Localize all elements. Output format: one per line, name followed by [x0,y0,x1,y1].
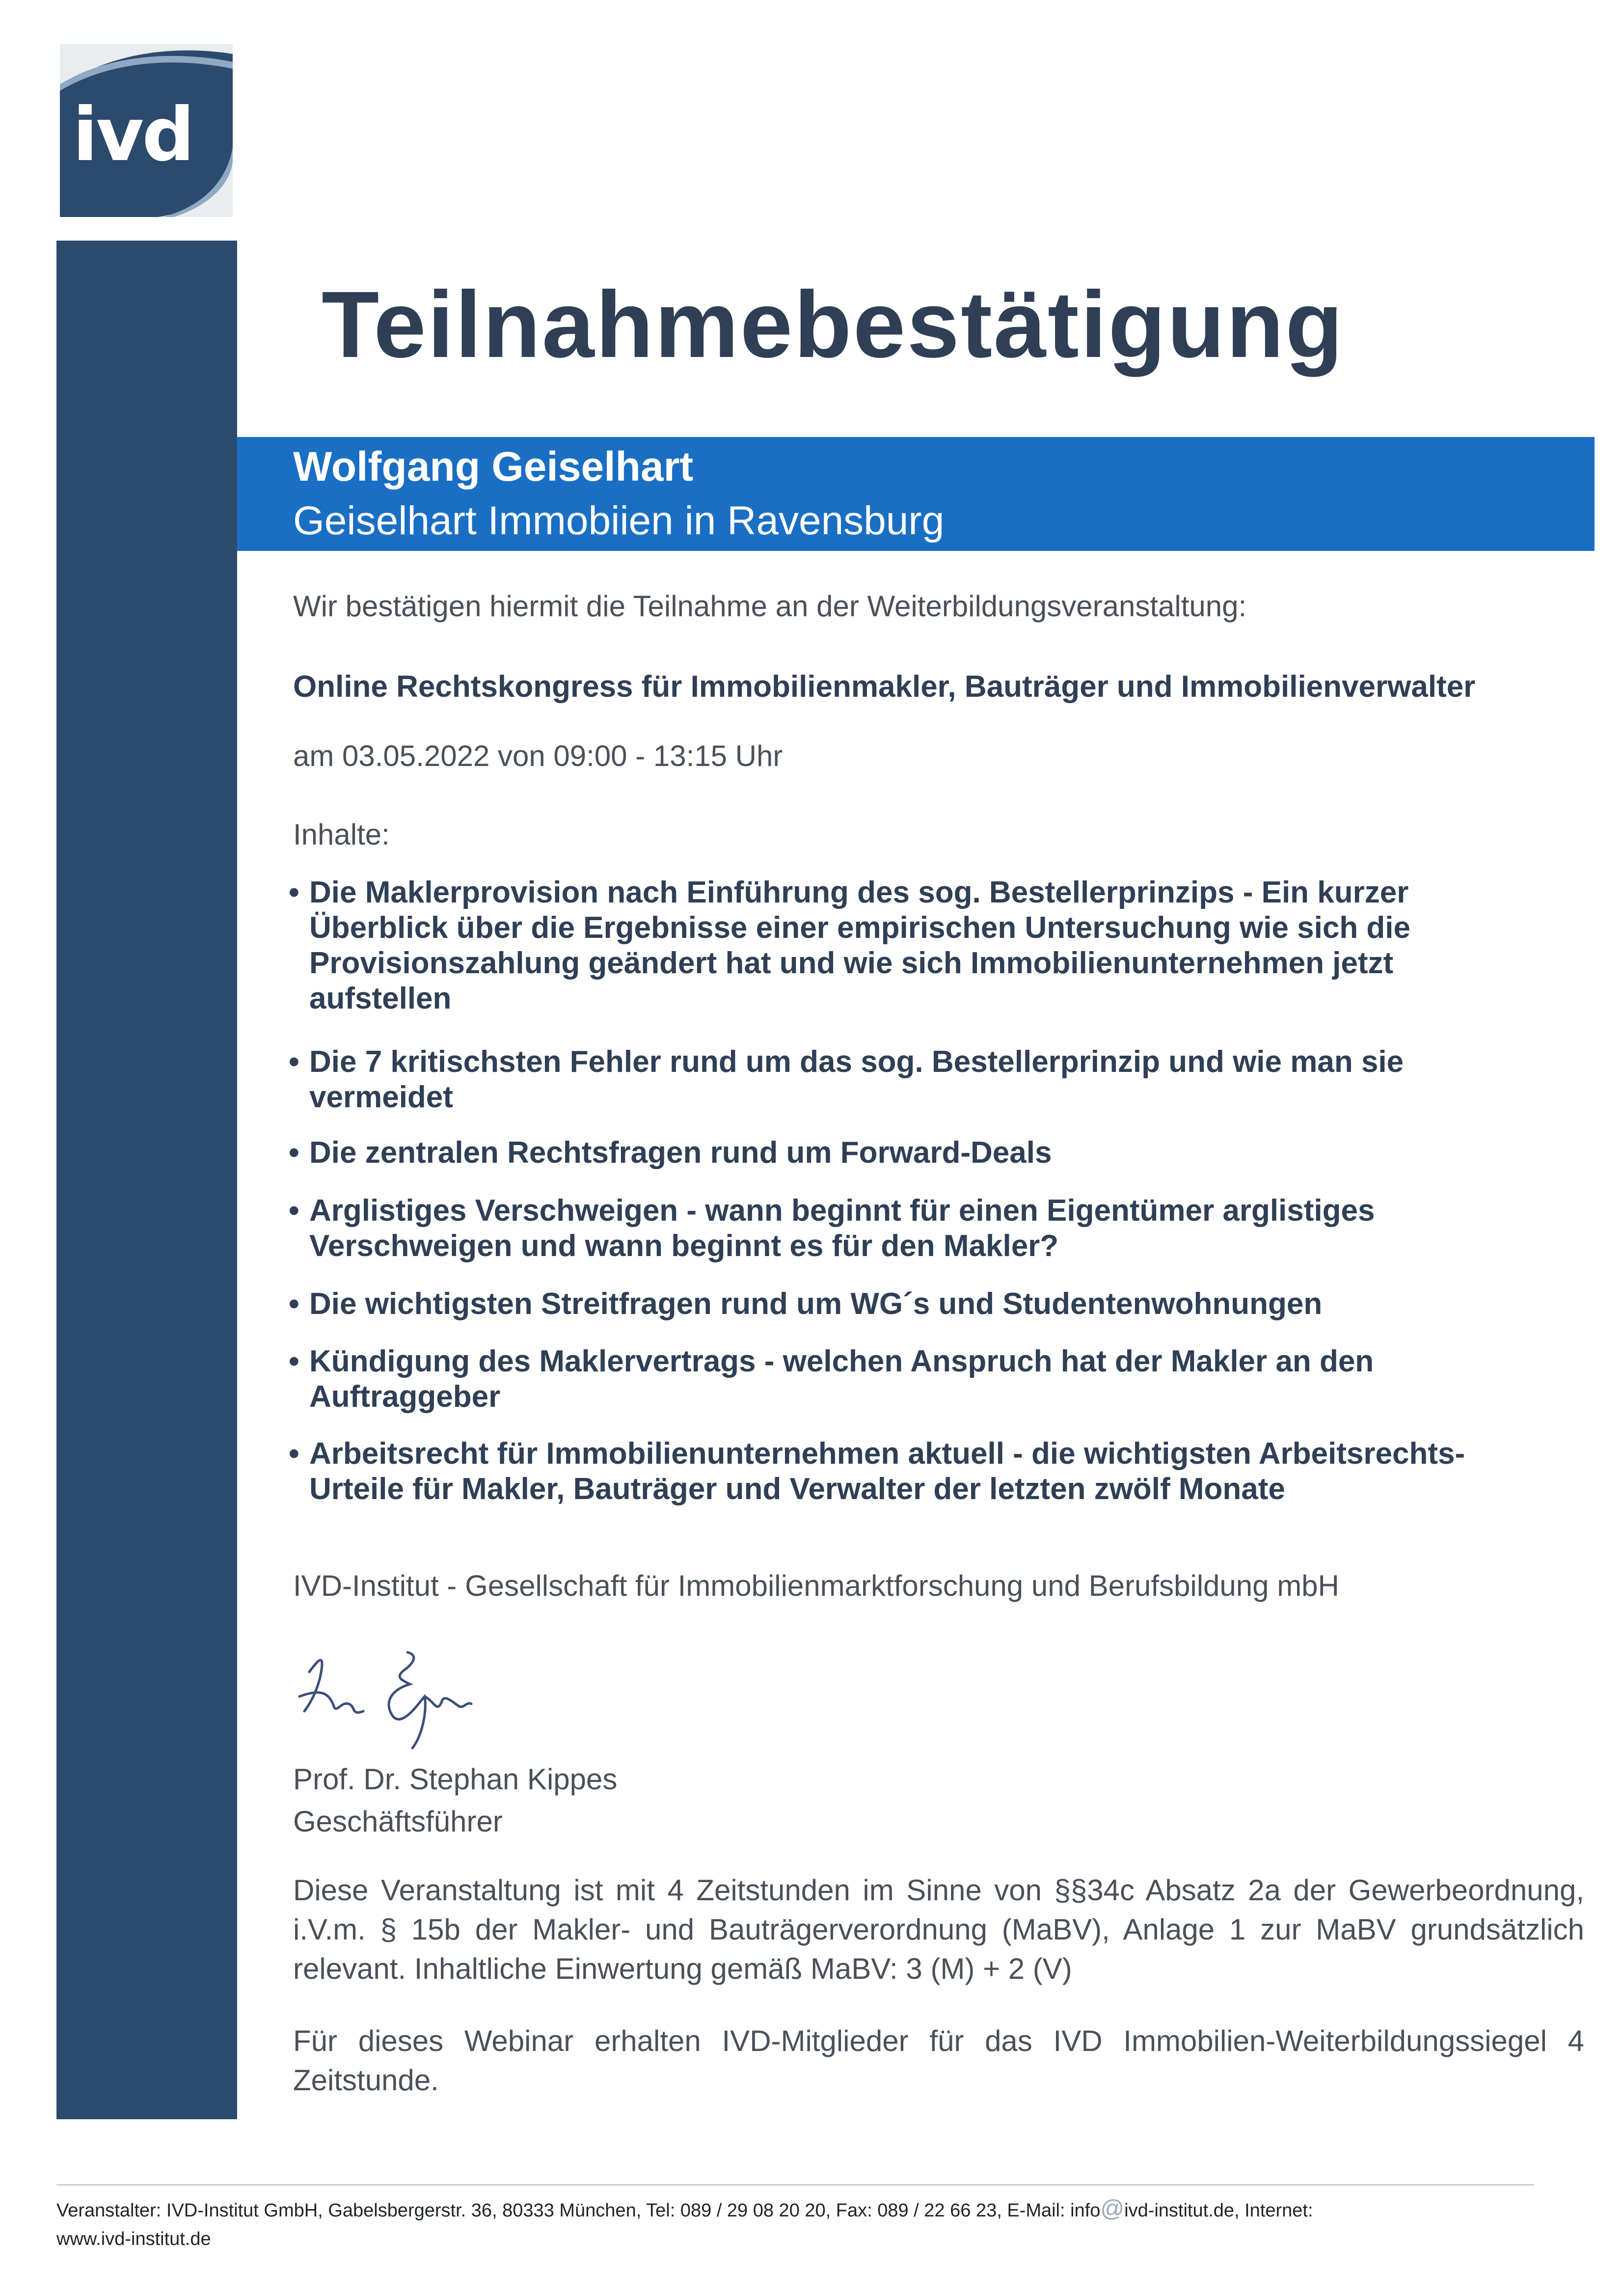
event-title: Online Rechtskongress für Immobilienmakler, Bauträger und Immobilienverwalter [293,670,1476,704]
list-item-text: Die wichtigsten Streitfragen rund um WG´s und Studentenwohnungen [309,1287,1323,1321]
bullet-icon: • [289,875,299,909]
participant-company: Geiselhart Immobiien in Ravensburg [293,498,945,543]
bullet-icon: • [289,1344,299,1378]
bullet-icon: • [289,1287,299,1321]
list-item-text: Arbeitsrecht für Immobilienunternehmen aktuell - die wichtigsten Arbeitsrechts- Urteile für Makler, Bauträger und Verwalter der letzten zwölf Monate [309,1437,1465,1506]
list-item [289,1286,1322,1322]
footer-website: www.ivd-institut.de [56,2229,211,2249]
signer-name: Prof. Dr. Stephan Kippes [293,1763,618,1796]
page-title: Teilnahmebestätigung [322,272,1345,377]
list-item [289,1436,1465,1507]
list-item-text: Die zentralen Rechtsfragen rund um Forward-Deals [309,1136,1052,1170]
list-item [289,1135,1052,1171]
bullet-icon: • [289,1194,299,1228]
footer [56,2195,1559,2253]
list-item-text: Die 7 kritischsten Fehler rund um das sog. Bestellerprinzip und wie man sie vermeidet [309,1045,1404,1114]
list-item [289,1344,1374,1415]
participant-name: Wolfgang Geiselhart [293,443,694,490]
list-item-text: Arglistiges Verschweigen - wann beginnt für einen Eigentümer arglistiges Verschweigen und wann beginnt es für den Makler? [309,1194,1375,1263]
webinar-note: Für dieses Webinar erhalten IVD-Mitglieder für das IVD Immobilien-Weiterbildungssiegel 4 Zeitstunde. [293,2024,1584,2097]
list-item [289,1044,1404,1115]
intro-text: Wir bestätigen hiermit die Teilnahme an der Weiterbildungsveranstaltung: [293,590,1247,623]
sidebar-band [56,241,237,2119]
at-icon: @ [1100,2196,1125,2222]
event-date: am 03.05.2022 von 09:00 - 13:15 Uhr [293,739,783,772]
contents-label: Inhalte: [293,818,390,851]
footer-divider [56,2184,1534,2186]
list-item [289,875,1410,1016]
signer-role: Geschäftsführer [293,1805,503,1838]
ivd-logo [60,44,233,217]
bullet-icon: • [289,1437,299,1471]
signature-image [295,1642,530,1750]
list-item-text: Kündigung des Maklervertrags - welchen Anspruch hat der Makler an den Auftraggeber [309,1344,1374,1414]
list-item-text: Die Maklerprovision nach Einführung des sog. Bestellerprinzips - Ein kurzer Überblick über die Ergebnisse einer empirischen Untersuchung wie sich die Provisionszahlung geändert hat und wie sich Immobilienunternehmen jetzt aufstellen [309,875,1410,1015]
logo-text: ivd [73,92,193,178]
bullet-icon: • [289,1045,299,1079]
footer-address: Veranstalter: IVD-Institut GmbH, Gabelsbergerstr. 36, 80333 München, Tel: 089 / 29 08 20 20, Fax: 089 / 22 66 23, E-Mail: info [56,2200,1101,2221]
footer-email-domain: ivd-institut.de, Internet: [1124,2200,1313,2221]
list-item [289,1193,1375,1264]
bullet-icon: • [289,1136,299,1170]
legal-note: Diese Veranstaltung ist mit 4 Zeitstunden im Sinne von §§34c Absatz 2a der Gewerbeordnung, i.V.m. § 15b der Makler- und Bauträgerverordnung (MaBV), Anlage 1 zur MaBV grundsätzlich relevant. Inhaltliche Einwertung gemäß MaBV: 3 (M) + 2 (V) [293,1874,1584,1985]
institute-name: IVD-Institut - Gesellschaft für Immobilienmarktforschung und Berufsbildung mbH [293,1569,1339,1602]
